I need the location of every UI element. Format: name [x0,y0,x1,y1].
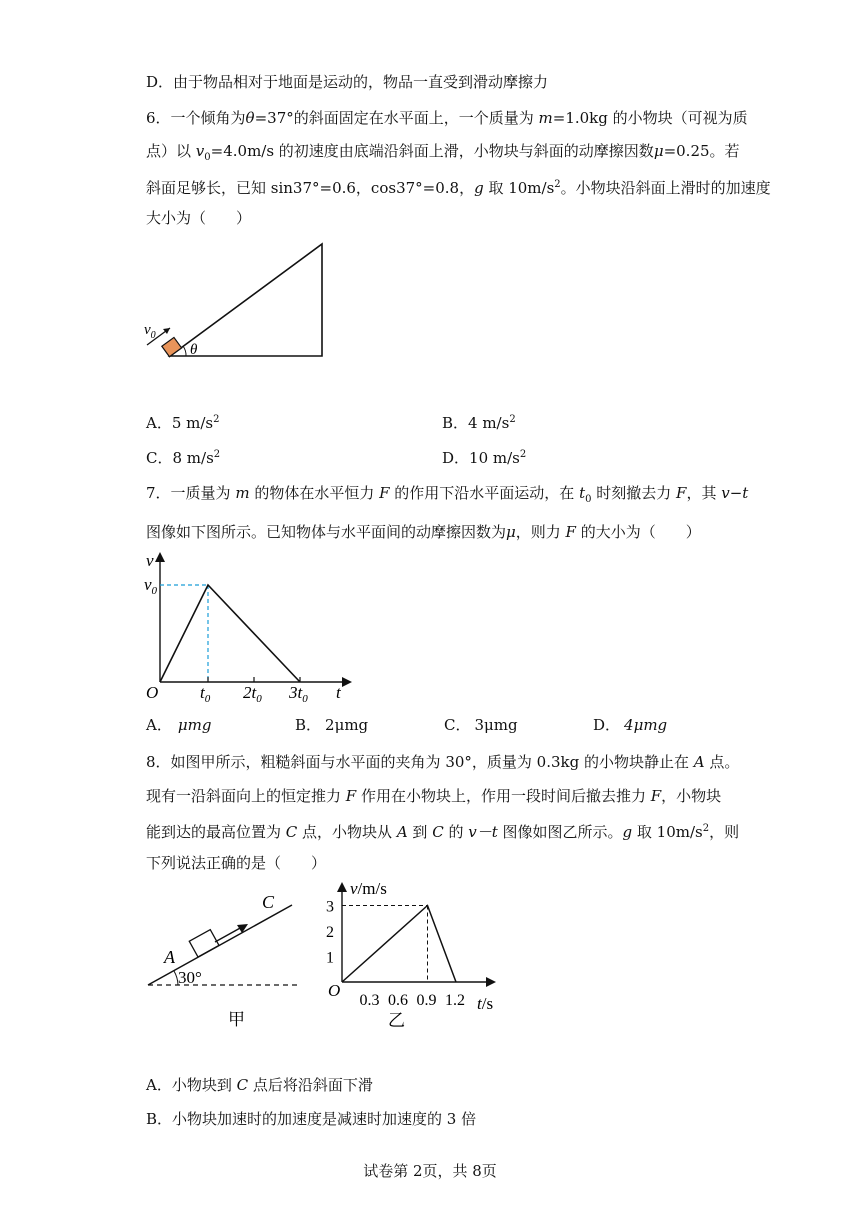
q8-series-line [342,906,456,983]
q8-x-tick-label: 0.6 [388,992,408,1009]
q7-option-d: D． 4μmg [593,716,668,734]
q5-option-d: D．由于物品相对于地面是运动的，物品一直受到滑动摩擦力 [146,73,549,91]
q8-option-b: B．小物块加速时的加速度是减速时加速度的 3 倍 [146,1110,477,1128]
q7-option-a: A． μmg [146,716,212,734]
q6-line-4: 大小为（ ） [146,209,252,227]
q6-option-b: B．4 $m/s^2$ [442,414,516,432]
q8-caption-yi: 乙 [388,1011,405,1030]
q8-x-tick-label: 1.2 [445,992,465,1009]
q7-t-axis-label: t [336,683,341,702]
q6-line-3: 斜面足够长，已知 sin37°=0.6，cos37°=0.8，g 取 $10m/s^2$。小物块沿斜面上滑时的加速度 [146,179,771,197]
q8-angle-label: 30° [178,968,202,987]
q8-line-2: 现有一沿斜面向上的恒定推力 F 作用在小物块上，作用一段时间后撤去推力 F，小物块 [146,787,722,805]
q8-x-axis-label: t/s [477,994,494,1013]
q8-line-4: 下列说法正确的是（ ） [146,854,327,872]
q8-y-axis-label: v/m/s [350,879,387,898]
q6-option-d: D．10 $m/s^2$ [442,449,527,467]
q6-v0-label: $v_0$ [144,322,156,341]
q8-y-tick-label: 1 [326,949,334,967]
q7-option-b: B． 2μmg [295,716,369,734]
q8-y-tick-label: 2 [326,924,334,941]
q7-v-axis-label: v [146,551,154,570]
q7-line-2: 图像如下图所示。已知物体与水平面间的动摩擦因数为μ，则力 F 的大小为（ ） [146,523,701,541]
q6-option-c: C．8 $m/s^2$ [146,449,221,467]
q8-vt-chart [310,878,510,1038]
q8-x-tick-label: 0.9 [416,992,437,1009]
q8-caption-jia: 甲 [228,1010,245,1029]
q8-line-3: 能到达的最高位置为 C 点，小物块从 A 到 C 的 v－t 图像如图乙所示。g 取 $10m/s^2$，则 [146,823,740,841]
q7-line-1: 7．一质量为 m 的物体在水平恒力 F 的作用下沿水平面运动，在 $t_0$ 时刻撤去力 F，其 v−t [146,484,749,505]
q8-y-tick-label: 3 [326,898,334,916]
q8-x-tick-label: 0.3 [359,992,380,1009]
q7-2t0-tick: $2t_0$ [243,683,262,705]
q6-line-2: 点）以 $v_0=4.0m/s$ 的初速度由底端沿斜面上滑，小物块与斜面的动摩擦因数μ=0.25。若 [146,142,740,163]
page-footer: 试卷第 2页，共 8页 [363,1162,497,1180]
q8-point-c-label: C [262,892,275,912]
q7-origin-label: O [146,683,159,702]
q7-3t0-tick: $3t_0$ [289,683,308,705]
q6-option-a: A．5 $m/s^2$ [146,414,220,432]
q7-t0-tick: $t_0$ [200,683,211,705]
q8-figure-jia [140,885,310,1035]
q6-line-1: 6．一个倾角为θ=37°的斜面固定在水平面上，一个质量为 m=1.0kg 的小物块（可视为质 [146,109,748,127]
q8-origin-label: O [328,981,341,1000]
q8-option-a: A．小物块到 C 点后将沿斜面下滑 [146,1076,373,1094]
q8-line-1: 8．如图甲所示，粗糙斜面与水平面的夹角为 30°，质量为 0.3kg 的小物块静止在 A 点。 [146,753,740,771]
q6-theta-label: θ [190,342,198,358]
q8-point-a-label: A [164,947,175,967]
q7-v0-tick: $v_0$ [144,575,158,597]
q7-option-c: C． 3μmg [444,716,518,734]
q7-vt-graph [140,548,360,708]
q6-incline-figure [140,240,340,365]
